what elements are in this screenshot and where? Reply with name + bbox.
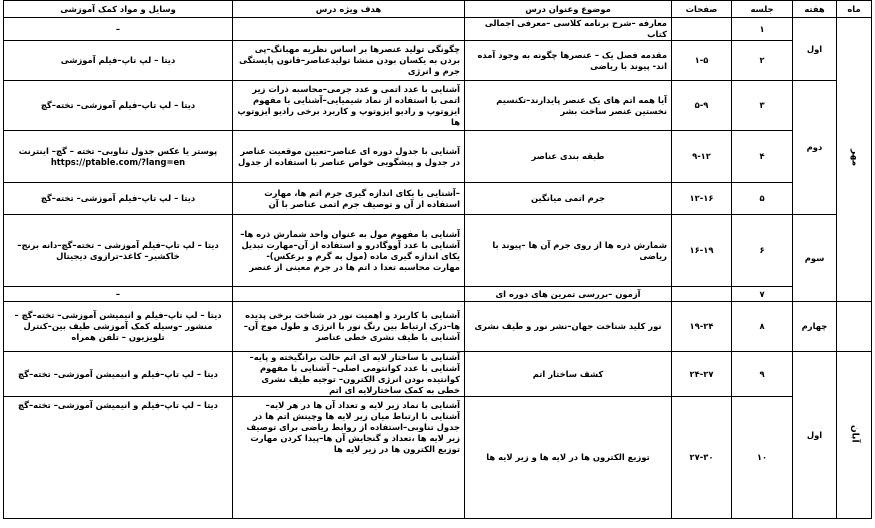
- table-row: [4, 81, 872, 131]
- session-cell: ۸: [732, 302, 793, 352]
- tools-text: پوستر یا عکس جدول تناوبی– تخته – گچ– اینترنت: [18, 145, 218, 156]
- tools-cell: دیتا – لپ تاپ–فیلم آموزشی – تخته–گچ–دانه برنج–خاکشیر– کاغذ–ترازوی دیجیتال: [4, 215, 233, 287]
- pages-cell: ۱۶-۱۹: [672, 215, 732, 287]
- session-cell: ۱۰: [732, 397, 793, 519]
- pages-cell: ۱۹-۲۴: [672, 302, 732, 352]
- week-cell: اول: [793, 18, 837, 81]
- tools-cell: دیتا – لپ تاپ–فیلم آموزشی– تخته–گچ: [4, 81, 233, 131]
- topic-cell: توزیع الکترون ها در لایه ها و زیر لایه ها: [465, 397, 672, 519]
- tools-cell: دیتا – لپ تاپ–فیلم و انیمیشن آموزشی– تخته–گچ: [4, 352, 233, 397]
- session-cell: ۹: [732, 352, 793, 397]
- week-cell: چهارم: [793, 302, 837, 352]
- session-cell: ۳: [732, 81, 793, 131]
- table-row: [4, 18, 872, 41]
- topic-cell: آزمون –بررسی تمرین های دوره ای: [465, 287, 672, 302]
- header-session: جلسه: [732, 1, 793, 18]
- session-cell: ۱: [732, 18, 793, 41]
- pages-cell: ۹-۱۲: [672, 131, 732, 183]
- goal-cell: –آشنایی با یکای اندازه گیری جرم اتم ها، مهارت استفاده از آن و توصیف جرم اتمی عناصر با آن: [233, 183, 465, 215]
- session-cell: ۴: [732, 131, 793, 183]
- topic-cell: کشف ساختار اتم: [465, 352, 672, 397]
- tools-cell: [4, 131, 233, 183]
- table-row: [4, 41, 872, 81]
- topic-cell: نور کلید شناخت جهان–نشر نور و طیف نشری: [465, 302, 672, 352]
- table-row: [4, 287, 872, 302]
- header-goal: هدف ویژه درس: [233, 1, 465, 18]
- pages-cell: ۲۴-۲۷: [672, 352, 732, 397]
- header-week: هفته: [793, 1, 837, 18]
- week-cell: دوم: [793, 81, 837, 215]
- pages-cell: ۵-۹: [672, 81, 732, 131]
- pages-cell: [672, 18, 732, 41]
- topic-cell: معارفه –شرح برنامه کلاسی –معرفی اجمالی کتاب: [465, 18, 672, 41]
- table-row: [4, 397, 872, 519]
- goal-cell: [233, 18, 465, 41]
- month-cell: [837, 18, 872, 302]
- header-tools: وسایل و مواد کمک آموزشی: [4, 1, 233, 18]
- month-label: آبان: [849, 424, 860, 443]
- topic-cell: طبقه بندی عناصر: [465, 131, 672, 183]
- goal-cell: آشنایی با ساختار لایه ای اتم حالت برانگیخته و پایه–آشنایی با عدد کوانتومی اصلی– آشنایی با مفهوم کوانتیده بودن انرژی الکترون– توجیه طیف نشری خطی به کمک ساختارلایه ای اتم: [233, 352, 465, 397]
- header-row: [4, 1, 872, 18]
- session-cell: ۷: [732, 287, 793, 302]
- lesson-plan-table: [3, 0, 872, 519]
- tools-cell: دیتا – لپ تاپ–فیلم آموزشی: [4, 41, 233, 81]
- pages-cell: ۲۷-۳۰: [672, 397, 732, 519]
- goal-cell: [233, 287, 465, 302]
- header-pages: صفحات: [672, 1, 732, 18]
- month-cell-continued: [837, 302, 872, 352]
- topic-cell: شمارش ذره ها از روی جرم آن ها –پیوند با ریاضی: [465, 215, 672, 287]
- table-row: [4, 352, 872, 397]
- goal-cell: آشنایی با جدول دوره ای عناصر–تعیین موقعیت عناصر در جدول و پیشگویی خواص عناصر با استفاده از جدول: [233, 131, 465, 183]
- tools-cell: –: [4, 287, 233, 302]
- header-topic: موضوع وعنوان درس: [465, 1, 672, 18]
- table-row: [4, 183, 872, 215]
- goal-cell: آشنایی با کاربرد و اهمیت نور در شناخت برخی پدیده ها–درک ارتباط بین رنگ نور با انرژی و طول موج آن–آشنایی با طیف نشری خطی عناصر: [233, 302, 465, 352]
- goal-cell: آشنایی با عدد اتمی و عدد جرمی–محاسبه ذرات زیر اتمی با استفاده از نماد شیمیایی–آشنایی با مفهوم ایزوتوپ و رادیو ایزوتوپ و کاربرد برخی رادیو ایزوتوپ ها: [233, 81, 465, 131]
- topic-cell: مقدمه فصل یک – عنصرها چگونه به وجود آمده اند- پیوند با ریاضی: [465, 41, 672, 81]
- tools-cell: دیتا – لپ تاپ–فیلم آموزشی– تخته–گچ: [4, 183, 233, 215]
- week-cell: سوم: [793, 215, 837, 302]
- topic-cell: آیا همه اتم های یک عنصر پایدارند–تکنسیم نخستین عنصر ساخت بشر: [465, 81, 672, 131]
- session-cell: ۵: [732, 183, 793, 215]
- session-cell: ۶: [732, 215, 793, 287]
- ptable-link[interactable]: https://ptable.com/?lang=en: [50, 156, 186, 167]
- month-cell: [837, 352, 872, 519]
- week-cell: اول: [793, 352, 837, 519]
- table-row: [4, 302, 872, 352]
- tools-cell: –: [4, 18, 233, 41]
- goal-cell: آشنایی با نماد زیر لایه و تعداد آن ها در هر لایه–آشنایی با ارتباط میان زیر لایه ها وچینش اتم ها در جدول تناوبی–استفاده از روابط ریاضی برای توصیف زیر لایه ها ،تعداد و گنجایش آن ها–پیدا کردن مهارت توزیع الکترون ها در زیر لایه ها: [233, 397, 465, 519]
- topic-cell: جرم اتمی میانگین: [465, 183, 672, 215]
- session-cell: ۲: [732, 41, 793, 81]
- month-label: مهر: [849, 149, 860, 167]
- goal-cell: چگونگی تولید عنصرها بر اساس نظریه مهبانگ–پی بردن به یکسان بودن منشا تولیدعناصر–قانون پایستگی جرم و انرژی: [233, 41, 465, 81]
- pages-cell: [672, 287, 732, 302]
- tools-cell: دیتا – لپ تاپ–فیلم و انیمیشن آموزشی– تخته–گچ –منشور –وسیله کمک آموزشی طیف بین–کنترل تلویزیون – تلفن همراه: [4, 302, 233, 352]
- table-row: [4, 215, 872, 287]
- tools-cell: دیتا – لپ تاپ–فیلم و انیمیشن آموزشی– تخته–گچ: [4, 397, 233, 519]
- header-month: ماه: [837, 1, 872, 18]
- pages-cell: ۱-۵: [672, 41, 732, 81]
- table-row: [4, 131, 872, 183]
- goal-cell: آشنایی با مفهوم مول به عنوان واحد شمارش ذره ها–آشنایی با عدد آووگادرو و استفاده از آن–مهارت تبدیل یکای اندازه گیری ماده (مول به گرم و برعکس)- مهارت محاسبه تعدا د اتم ها در جرم معینی از عنصر: [233, 215, 465, 287]
- pages-cell: ۱۲-۱۶: [672, 183, 732, 215]
